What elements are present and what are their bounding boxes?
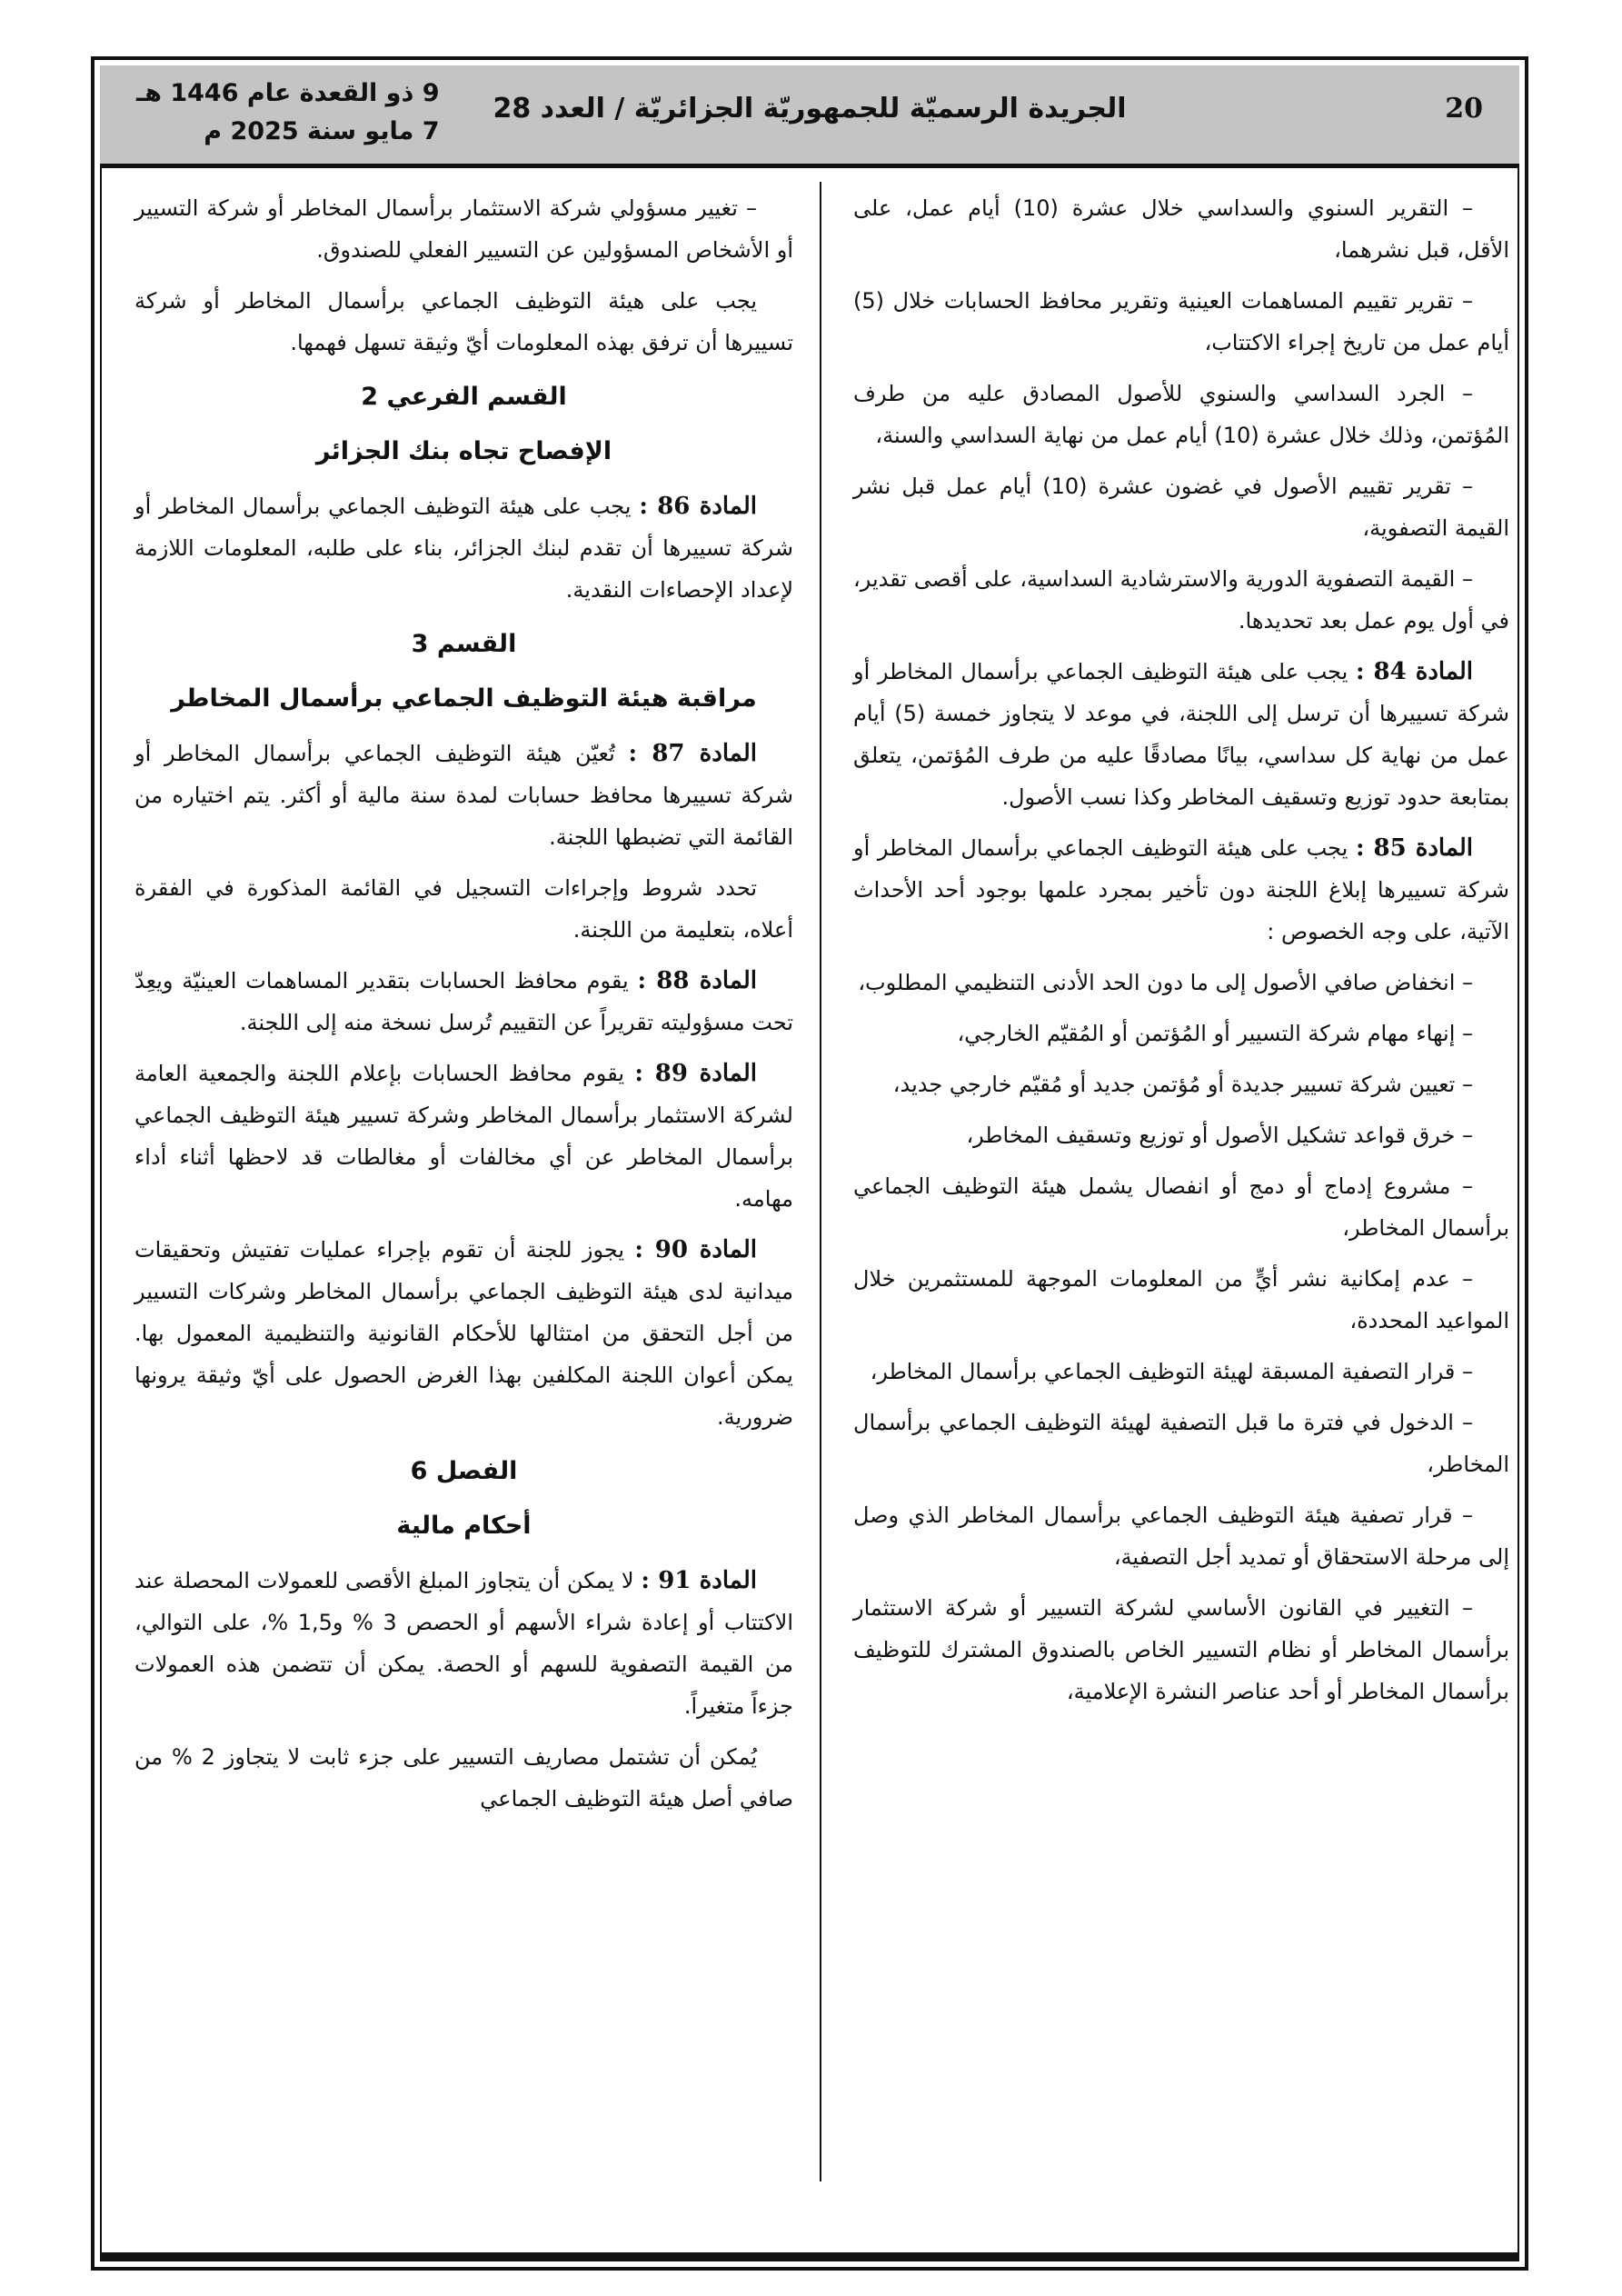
section-heading: القسم الفرعي 2 <box>361 383 567 411</box>
section-heading: القسم 3 <box>411 630 517 658</box>
paragraph <box>853 280 1509 364</box>
paragraph-text: – الجرد السداسي والسنوي للأصول المصادق عليه من طرف المُؤتمن، وذلك خلال عشرة (10) أيام عمل من نهاية السداسي والسنة، <box>853 381 1509 448</box>
paragraph-text: يجب على هيئة التوظيف الجماعي برأسمال المخاطر أو شركة تسييرها أن ترفق بهذه المعلومات أيّ وثيقة تسهل فهمها. <box>134 288 793 355</box>
paragraph <box>853 962 1509 1003</box>
paragraph-text: – تقرير تقييم الأصول في غضون عشرة (10) أيام عمل قبل نشر القيمة التصفوية، <box>853 474 1509 541</box>
paragraph-text: يقوم محافظ الحسابات بإعلام اللجنة والجمعية العامة لشركة الاستثمار برأسمال المخاطر وشركة تسيير هيئة التوظيف الجماعي برأسمال المخاطر عن أي مخالفات أو مغالطات قد لاحظها أثناء أداء مهامه. <box>134 1061 793 1212</box>
paragraph-text: – إنهاء مهام شركة التسيير أو المُؤتمن أو المُقيّم الخارجي، <box>957 1021 1473 1046</box>
article-paragraph <box>134 960 793 1043</box>
article-number: المادة 85 : <box>1355 834 1474 862</box>
paragraph-text: – قرار تصفية هيئة التوظيف الجماعي برأسمال المخاطر الذي وصل إلى مرحلة الاستحقاق أو تمديد أجل التصفية، <box>853 1502 1509 1570</box>
paragraph-text: – التقرير السنوي والسداسي خلال عشرة (10) أيام عمل، على الأقل، قبل نشرهما، <box>853 195 1509 263</box>
paragraph <box>853 187 1509 271</box>
paragraph-text: – خرق قواعد تشكيل الأصول أو توزيع وتسقيف المخاطر، <box>966 1123 1473 1148</box>
paragraph <box>853 558 1509 642</box>
article-number: المادة 89 : <box>634 1060 757 1087</box>
article-paragraph <box>853 827 1509 953</box>
paragraph <box>134 187 793 271</box>
paragraph-text: يجوز للجنة أن تقوم بإجراء عمليات تفتيش وتحقيقات ميدانية لدى هيئة التوظيف الجماعي برأسمال المخاطر وشركات التسيير من أجل التحقق من امتثالها للأحكام القانونية والتنظيمية المعمول بها. يمكن أعوان اللجنة المكلفين بهذا الغرض الحصول على أيّ وثيقة يرونها ضرورية. <box>134 1237 793 1430</box>
article-number: المادة 90 : <box>634 1236 757 1263</box>
paragraph <box>853 373 1509 456</box>
paragraph <box>134 1736 793 1820</box>
section-heading: مراقبة هيئة التوظيف الجماعي برأسمال المخاطر <box>171 684 757 713</box>
paragraph <box>853 1351 1509 1393</box>
page-header <box>100 65 1519 168</box>
article-paragraph <box>134 1560 793 1727</box>
article-number: المادة 87 : <box>628 740 757 767</box>
paragraph-text: – التغيير في القانون الأساسي لشركة التسيير أو شركة الاستثمار برأسمال المخاطر أو نظام التسيير الخاص بالصندوق المشترك للتوظيف برأسمال المخاطر أو أحد عناصر النشرة الإعلامية، <box>853 1595 1509 1704</box>
article-number: المادة 91 : <box>641 1567 757 1594</box>
article-paragraph <box>134 733 793 858</box>
paragraph-text: يقوم محافظ الحسابات بتقدير المساهمات العينيّة ويعِدّ تحت مسؤوليته تقريراً عن التقييم تُرسل نسخة منه إلى اللجنة. <box>134 968 793 1035</box>
article-paragraph <box>134 1053 793 1220</box>
bottom-rule <box>100 2252 1519 2261</box>
paragraph <box>853 1013 1509 1054</box>
left-column <box>134 187 793 1829</box>
date-hijri: 9 ذو القعدة عام 1446 هـ <box>136 79 440 107</box>
paragraph-text: – قرار التصفية المسبقة لهيئة التوظيف الجماعي برأسمال المخاطر، <box>870 1359 1473 1384</box>
paragraph <box>853 1494 1509 1578</box>
paragraph <box>853 1258 1509 1342</box>
article-number: المادة 86 : <box>639 493 757 520</box>
paragraph-text: تُعيّن هيئة التوظيف الجماعي برأسمال المخاطر أو شركة تسييرها محافظ حسابات لمدة سنة مالية أو أكثر. يتم اختياره من القائمة التي تضبطها اللجنة. <box>134 741 793 850</box>
gazette-title: الجريدة الرسميّة للجمهوريّة الجزائريّة / العدد 28 <box>493 93 1127 125</box>
paragraph-text: – تقرير تقييم المساهمات العينية وتقرير محافظ الحسابات خلال (5) أيام عمل من تاريخ إجراء الاكتتاب، <box>853 288 1509 355</box>
paragraph <box>134 867 793 951</box>
column-divider <box>820 182 821 2181</box>
paragraph-text: يجب على هيئة التوظيف الجماعي برأسمال المخاطر أو شركة تسييرها إبلاغ اللجنة دون تأخير بمجرد علمها بوجود أحد الأحداث الآتية، على وجه الخصوص : <box>853 835 1509 944</box>
paragraph-text: – القيمة التصفوية الدورية والاسترشادية السداسية، على أقصى تقدير، في أول يوم عمل بعد تحديدها. <box>853 566 1509 634</box>
paragraph-text: – الدخول في فترة ما قبل التصفية لهيئة التوظيف الجماعي برأسمال المخاطر، <box>853 1410 1509 1477</box>
paragraph <box>853 1063 1509 1105</box>
paragraph-text: – انخفاض صافي الأصول إلى ما دون الحد الأدنى التنظيمي المطلوب، <box>858 970 1473 995</box>
issue-dates <box>136 75 440 151</box>
right-column <box>853 187 1509 1722</box>
page-number: 20 <box>1445 93 1483 125</box>
article-paragraph <box>134 1229 793 1438</box>
date-gregorian: 7 مايو سنة 2025 م <box>204 117 440 145</box>
paragraph <box>134 280 793 364</box>
article-paragraph <box>134 485 793 611</box>
section-heading: الإفصاح تجاه بنك الجزائر <box>315 437 612 465</box>
paragraph <box>853 465 1509 549</box>
paragraph <box>853 1165 1509 1249</box>
paragraph-text: يجب على هيئة التوظيف الجماعي برأسمال المخاطر أو شركة تسييرها أن ترسل إلى اللجنة، في موعد لا يتجاوز خمسة (5) أيام عمل من نهاية كل سداسي، بيانًا مصادقًا عليه من طرف المُؤتمن، يتعلق بمتابعة حدود توزيع وتسقيف المخاطر وكذا نسب الأصول. <box>853 659 1509 810</box>
paragraph-text: تحدد شروط وإجراءات التسجيل في القائمة المذكورة في الفقرة أعلاه، بتعليمة من اللجنة. <box>134 875 793 943</box>
paragraph-text: لا يمكن أن يتجاوز المبلغ الأقصى للعمولات المحصلة عند الاكتتاب أو إعادة شراء الأسهم أو الحصص 3 % و1,5 %، على التوالي، من القيمة التصفوية للسهم أو الحصة. يمكن أن تتضمن هذه العمولات جزءاً متغيراً. <box>134 1568 793 1719</box>
article-number: المادة 88 : <box>637 967 757 994</box>
article-number: المادة 84 : <box>1355 658 1474 685</box>
paragraph-text: يجب على هيئة التوظيف الجماعي برأسمال المخاطر أو شركة تسييرها أن تقدم لبنك الجزائر، بناء على طلبه، المعلومات اللازمة لإعداد الإحصاءات النقدية. <box>134 494 793 603</box>
article-paragraph <box>853 651 1509 818</box>
paragraph <box>853 1402 1509 1485</box>
section-heading: الفصل 6 <box>410 1457 518 1485</box>
paragraph-text: – مشروع إدماج أو دمج أو انفصال يشمل هيئة التوظيف الجماعي برأسمال المخاطر، <box>853 1173 1509 1241</box>
paragraph-text: – تعيين شركة تسيير جديدة أو مُؤتمن جديد أو مُقيّم خارجي جديد، <box>892 1072 1473 1097</box>
paragraph-text: – عدم إمكانية نشر أيٍّ من المعلومات الموجهة للمستثمرين خلال المواعيد المحددة، <box>853 1266 1509 1333</box>
paragraph <box>853 1587 1509 1712</box>
paragraph-text: يُمكن أن تشتمل مصاريف التسيير على جزء ثابت لا يتجاوز 2 % من صافي أصل هيئة التوظيف الجماعي <box>134 1744 793 1812</box>
section-heading: أحكام مالية <box>396 1512 532 1540</box>
paragraph <box>853 1114 1509 1156</box>
paragraph-text: – تغيير مسؤولي شركة الاستثمار برأسمال المخاطر أو شركة التسيير أو الأشخاص المسؤولين عن التسيير الفعلي للصندوق. <box>134 195 793 263</box>
